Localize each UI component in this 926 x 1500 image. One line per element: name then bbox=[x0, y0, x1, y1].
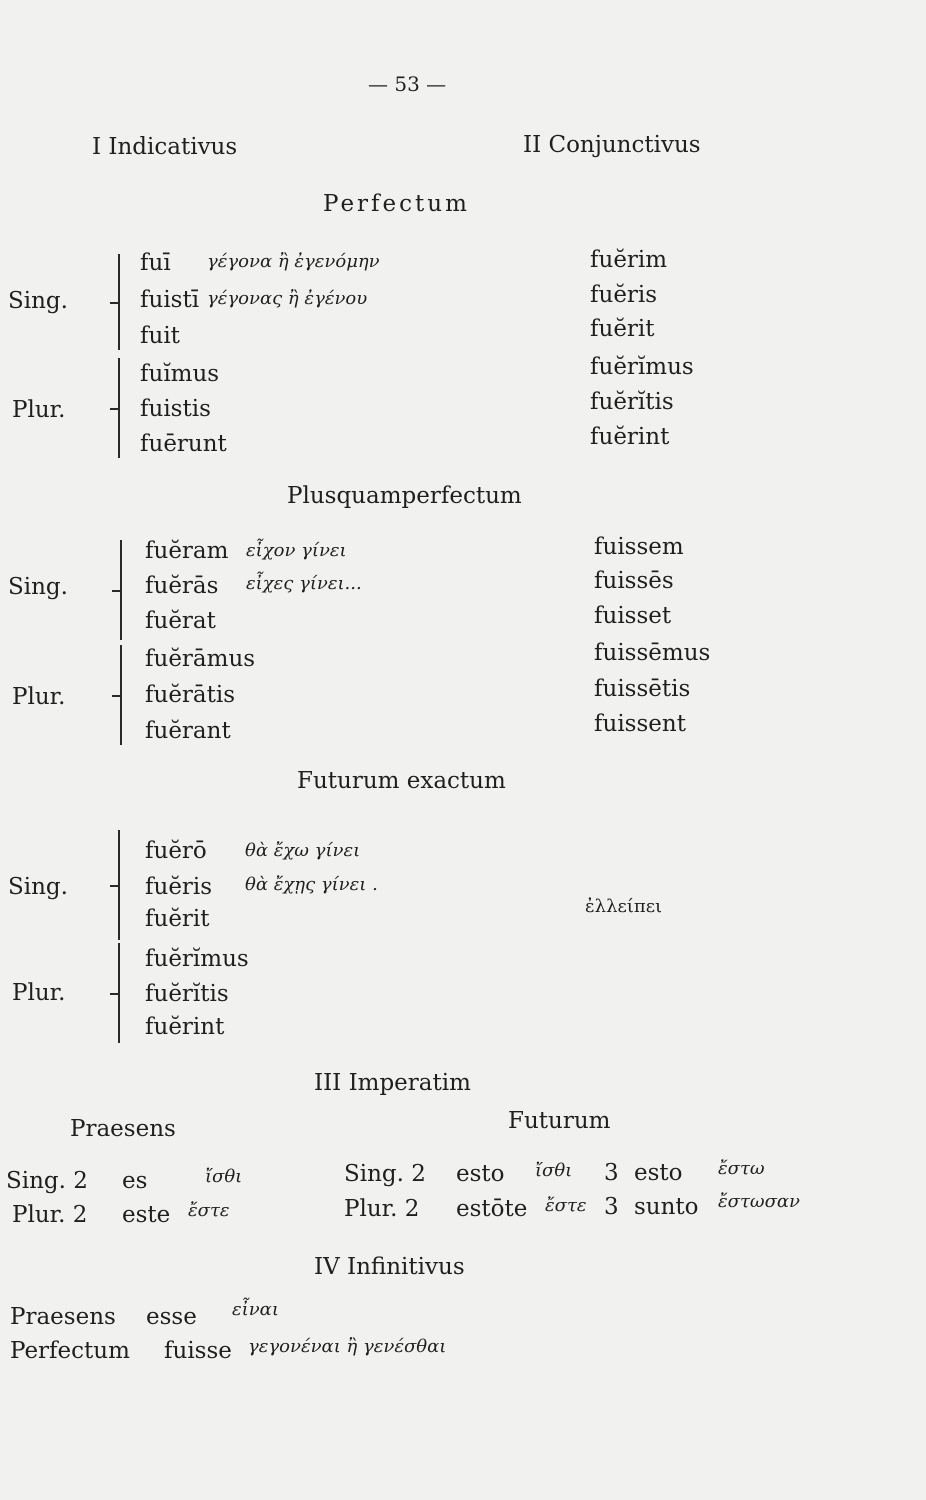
imp-row1-num: Sing. 2 bbox=[6, 1168, 88, 1194]
futurum-ex-conj-note: ἐλλείπει bbox=[585, 896, 663, 917]
perfectum-ind-6: fuērunt bbox=[140, 431, 227, 457]
plusquam-greek-1: εἶχον γίνει bbox=[246, 540, 347, 561]
futurum-ex-plur-brace bbox=[118, 943, 130, 1043]
futurum-ex-ind-1: fuĕrō bbox=[145, 838, 207, 864]
imp-row1-fnum: Sing. 2 bbox=[344, 1161, 426, 1187]
imp-row2-f3gr: ἔστωσαν bbox=[718, 1191, 800, 1212]
futurum-ex-ind-3: fuĕrit bbox=[145, 906, 210, 932]
plusquam-greek-2: εἶχες γίνει... bbox=[246, 573, 362, 594]
perfectum-conj-2: fuĕris bbox=[590, 282, 658, 308]
inf-praesens-gr: εἶναι bbox=[232, 1299, 279, 1320]
imp-row2-flat: estōte bbox=[456, 1196, 528, 1222]
plusquam-ind-1: fuĕram bbox=[145, 538, 229, 564]
futurum-ex-ind-6: fuĕrint bbox=[145, 1014, 225, 1040]
imp-row1-gr: ἴσθι bbox=[205, 1166, 243, 1187]
plusquam-plur-label: Plur. bbox=[12, 684, 66, 710]
perfectum-ind-4: fuĭmus bbox=[140, 361, 220, 387]
imp-row1-f3: 3 bbox=[604, 1160, 619, 1186]
plusquam-ind-5: fuĕrātis bbox=[145, 682, 236, 708]
plusquam-ind-2: fuĕrās bbox=[145, 573, 219, 599]
plusquam-conj-6: fuissent bbox=[594, 711, 686, 737]
imp-row1-f3gr: ἔστω bbox=[718, 1158, 765, 1179]
perfectum-conj-6: fuĕrint bbox=[590, 424, 670, 450]
plusquam-conj-4: fuissēmus bbox=[594, 640, 711, 666]
imp-row2-gr: ἔστε bbox=[188, 1200, 230, 1221]
plusquam-ind-6: fuĕrant bbox=[145, 718, 231, 744]
futurum-ex-sing-label: Sing. bbox=[8, 874, 68, 900]
plusquam-conj-2: fuissēs bbox=[594, 568, 674, 594]
imperatim-praesens-label: Praesens bbox=[70, 1116, 176, 1142]
perfectum-ind-2: fuistī bbox=[140, 287, 200, 313]
perfectum-greek-1: γέγονα ἢ ἐγενόμην bbox=[207, 251, 380, 272]
inf-praesens-lat: esse bbox=[146, 1304, 197, 1330]
futurum-ex-ind-2: fuĕris bbox=[145, 874, 213, 900]
perfectum-conj-5: fuĕrĭtis bbox=[590, 389, 674, 415]
plusquam-conj-3: fuisset bbox=[594, 603, 672, 629]
plusquam-conj-1: fuissem bbox=[594, 534, 684, 560]
imp-row1-flat: esto bbox=[456, 1161, 505, 1187]
perfectum-conj-1: fuĕrim bbox=[590, 247, 668, 273]
imp-row1-f3lat: esto bbox=[634, 1160, 683, 1186]
imp-row2-num: Plur. 2 bbox=[12, 1202, 88, 1228]
infinitivus-title: IV Infinitivus bbox=[314, 1254, 465, 1280]
imp-row1-fgr: ἴσθι bbox=[535, 1160, 573, 1181]
perfectum-greek-2: γέγονας ἢ ἐγένου bbox=[207, 288, 368, 309]
inf-perfectum-label: Perfectum bbox=[10, 1338, 130, 1364]
conjunctivus-header: II Conjunctivus bbox=[523, 132, 701, 158]
plusquam-conj-5: fuissētis bbox=[594, 676, 691, 702]
imperatim-futurum-label: Futurum bbox=[508, 1108, 611, 1134]
plusquam-title: Plusquamperfectum bbox=[287, 483, 522, 509]
perfectum-title: Perfectum bbox=[323, 191, 470, 217]
futurum-ex-sing-brace bbox=[118, 830, 130, 940]
imp-row2-fnum: Plur. 2 bbox=[344, 1196, 420, 1222]
imp-row1-lat: es bbox=[122, 1168, 148, 1194]
futurum-ex-ind-4: fuĕrĭmus bbox=[145, 946, 249, 972]
futurum-ex-title: Futurum exactum bbox=[297, 768, 506, 794]
plusquam-ind-4: fuĕrāmus bbox=[145, 646, 256, 672]
perfectum-sing-brace bbox=[118, 254, 130, 350]
perfectum-conj-4: fuĕrĭmus bbox=[590, 354, 694, 380]
imperatim-title: III Imperatim bbox=[314, 1070, 471, 1096]
imp-row2-f3: 3 bbox=[604, 1194, 619, 1220]
perfectum-conj-3: fuĕrit bbox=[590, 316, 655, 342]
perfectum-ind-1: fuī bbox=[140, 250, 171, 276]
plusquam-plur-brace bbox=[120, 645, 132, 745]
imp-row2-f3lat: sunto bbox=[634, 1194, 699, 1220]
perfectum-ind-5: fuistis bbox=[140, 396, 211, 422]
futurum-ex-ind-5: fuĕrĭtis bbox=[145, 981, 229, 1007]
inf-praesens-label: Praesens bbox=[10, 1304, 116, 1330]
plusquam-sing-brace bbox=[120, 540, 132, 640]
inf-perfectum-lat: fuisse bbox=[164, 1338, 232, 1364]
inf-perfectum-gr: γεγονέναι ἢ γενέσθαι bbox=[248, 1336, 447, 1357]
imp-row2-fgr: ἔστε bbox=[545, 1195, 587, 1216]
imp-row2-lat: este bbox=[122, 1202, 171, 1228]
perfectum-plur-label: Plur. bbox=[12, 397, 66, 423]
indicativus-header: I Indicativus bbox=[92, 134, 238, 160]
page-number: — 53 — bbox=[368, 72, 447, 96]
plusquam-ind-3: fuĕrat bbox=[145, 608, 216, 634]
futurum-ex-greek-1: θὰ ἔχω γίνει bbox=[245, 840, 361, 861]
perfectum-sing-label: Sing. bbox=[8, 288, 68, 314]
futurum-ex-plur-label: Plur. bbox=[12, 980, 66, 1006]
futurum-ex-greek-2: θὰ ἔχῃς γίνει . bbox=[245, 874, 378, 895]
perfectum-ind-3: fuit bbox=[140, 323, 180, 349]
plusquam-sing-label: Sing. bbox=[8, 574, 68, 600]
perfectum-plur-brace bbox=[118, 358, 130, 458]
